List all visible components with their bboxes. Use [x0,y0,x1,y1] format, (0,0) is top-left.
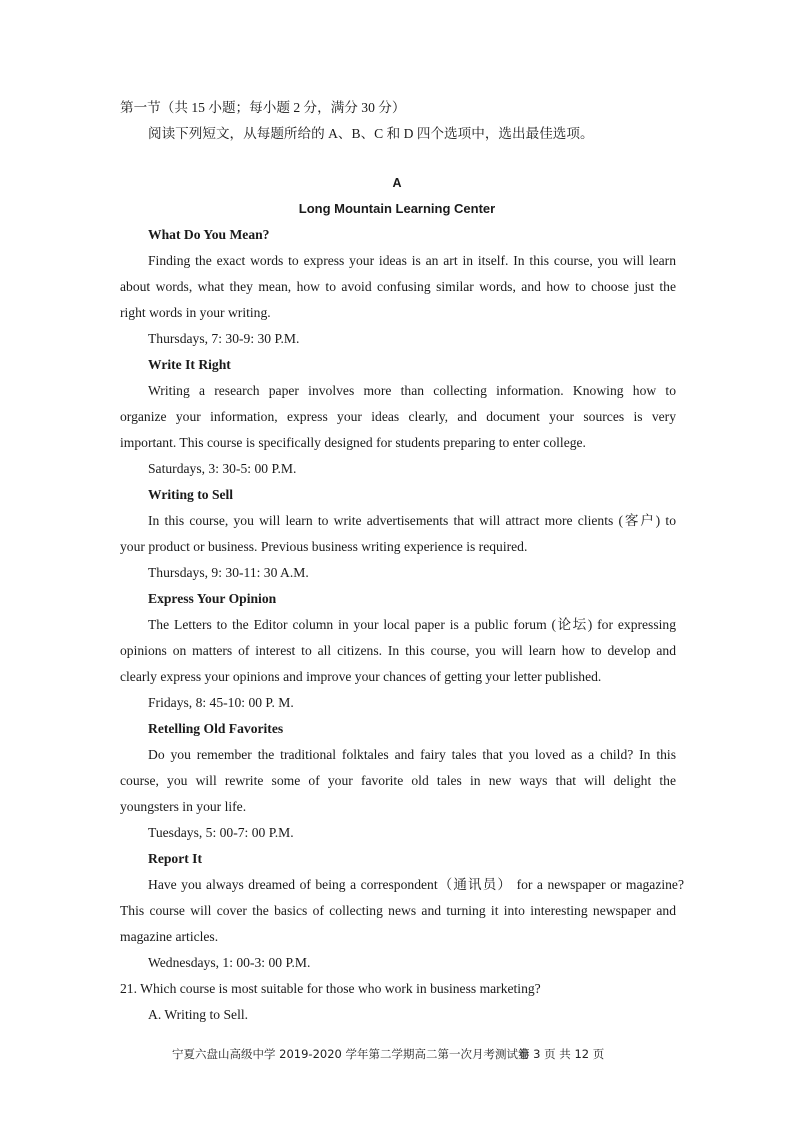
course-time: Thursdays, 9: 30-11: 30 A.M. [148,565,309,580]
course-description-line: This course will cover the basics of collecting news and turning it into interesting newspaper and [120,903,676,918]
course-description-line: youngsters in your life. [120,799,247,814]
course-time: Wednesdays, 1: 00-3: 00 P.M. [148,955,311,970]
course-name: Retelling Old Favorites [148,721,284,736]
passage-title: Long Mountain Learning Center [298,201,496,216]
section-title: 第一节（共 15 小题；每小题 2 分，满分 30 分） [120,100,406,115]
question-stem: 21. Which course is most suitable for those who work in business marketing? [120,981,541,996]
course-description-line: organize your information, express your ideas clearly, and document your sources is very [120,409,676,424]
course-description-line: In this course, you will learn to write advertisements that will attract more clients (客户) to [148,513,676,528]
course-description-line: opinions on matters of interest to all citizens. In this course, you will learn how to develop and [120,643,676,658]
course-description-line: about words, what they mean, how to avoid confusing similar words, and how to choose just the [120,279,676,294]
footer-exam-name: 宁夏六盘山高级中学 2019-2020 学年第二学期高二第一次月考测试卷 [172,1047,530,1061]
footer-page-info: 第 3 页 共 12 页 [518,1047,605,1061]
question-option-a: A. Writing to Sell. [148,1007,249,1022]
course-description-line: Writing a research paper involves more than collecting information. Knowing how to [148,383,676,398]
course-description-line: The Letters to the Editor column in your local paper is a public forum (论坛) for expressing [148,617,676,632]
course-description-line: your product or business. Previous business writing experience is required. [120,539,528,554]
course-time: Tuesdays, 5: 00-7: 00 P.M. [148,825,294,840]
course-name: Writing to Sell [148,487,234,502]
course-name: Write It Right [148,357,231,372]
course-name: Report It [148,851,202,866]
course-description-line: clearly express your opinions and improve your chances of getting your letter published. [120,669,602,684]
course-name: Express Your Opinion [148,591,277,606]
course-description-line: course, you will rewrite some of your favorite old tales in new ways that will delight the [120,773,676,788]
course-description-line: Finding the exact words to express your ideas is an art in itself. In this course, you will learn [148,253,676,268]
course-description-line: Do you remember the traditional folktales and fairy tales that you loved as a child? In this [148,747,676,762]
course-description-line: magazine articles. [120,929,219,944]
course-time: Fridays, 8: 45-10: 00 P. M. [148,695,294,710]
course-description-line: right words in your writing. [120,305,271,320]
section-instruction: 阅读下列短文，从每题所给的 A、B、C 和 D 四个选项中，选出最佳选项。 [148,126,594,141]
course-description-line: Have you always dreamed of being a correspondent（通讯员） for a newspaper or magazine? [148,877,684,892]
course-name: What Do You Mean? [148,227,270,242]
course-description-line: important. This course is specifically designed for students preparing to enter college. [120,435,586,450]
course-time: Saturdays, 3: 30-5: 00 P.M. [148,461,297,476]
course-time: Thursdays, 7: 30-9: 30 P.M. [148,331,300,346]
passage-letter: A [392,176,402,190]
